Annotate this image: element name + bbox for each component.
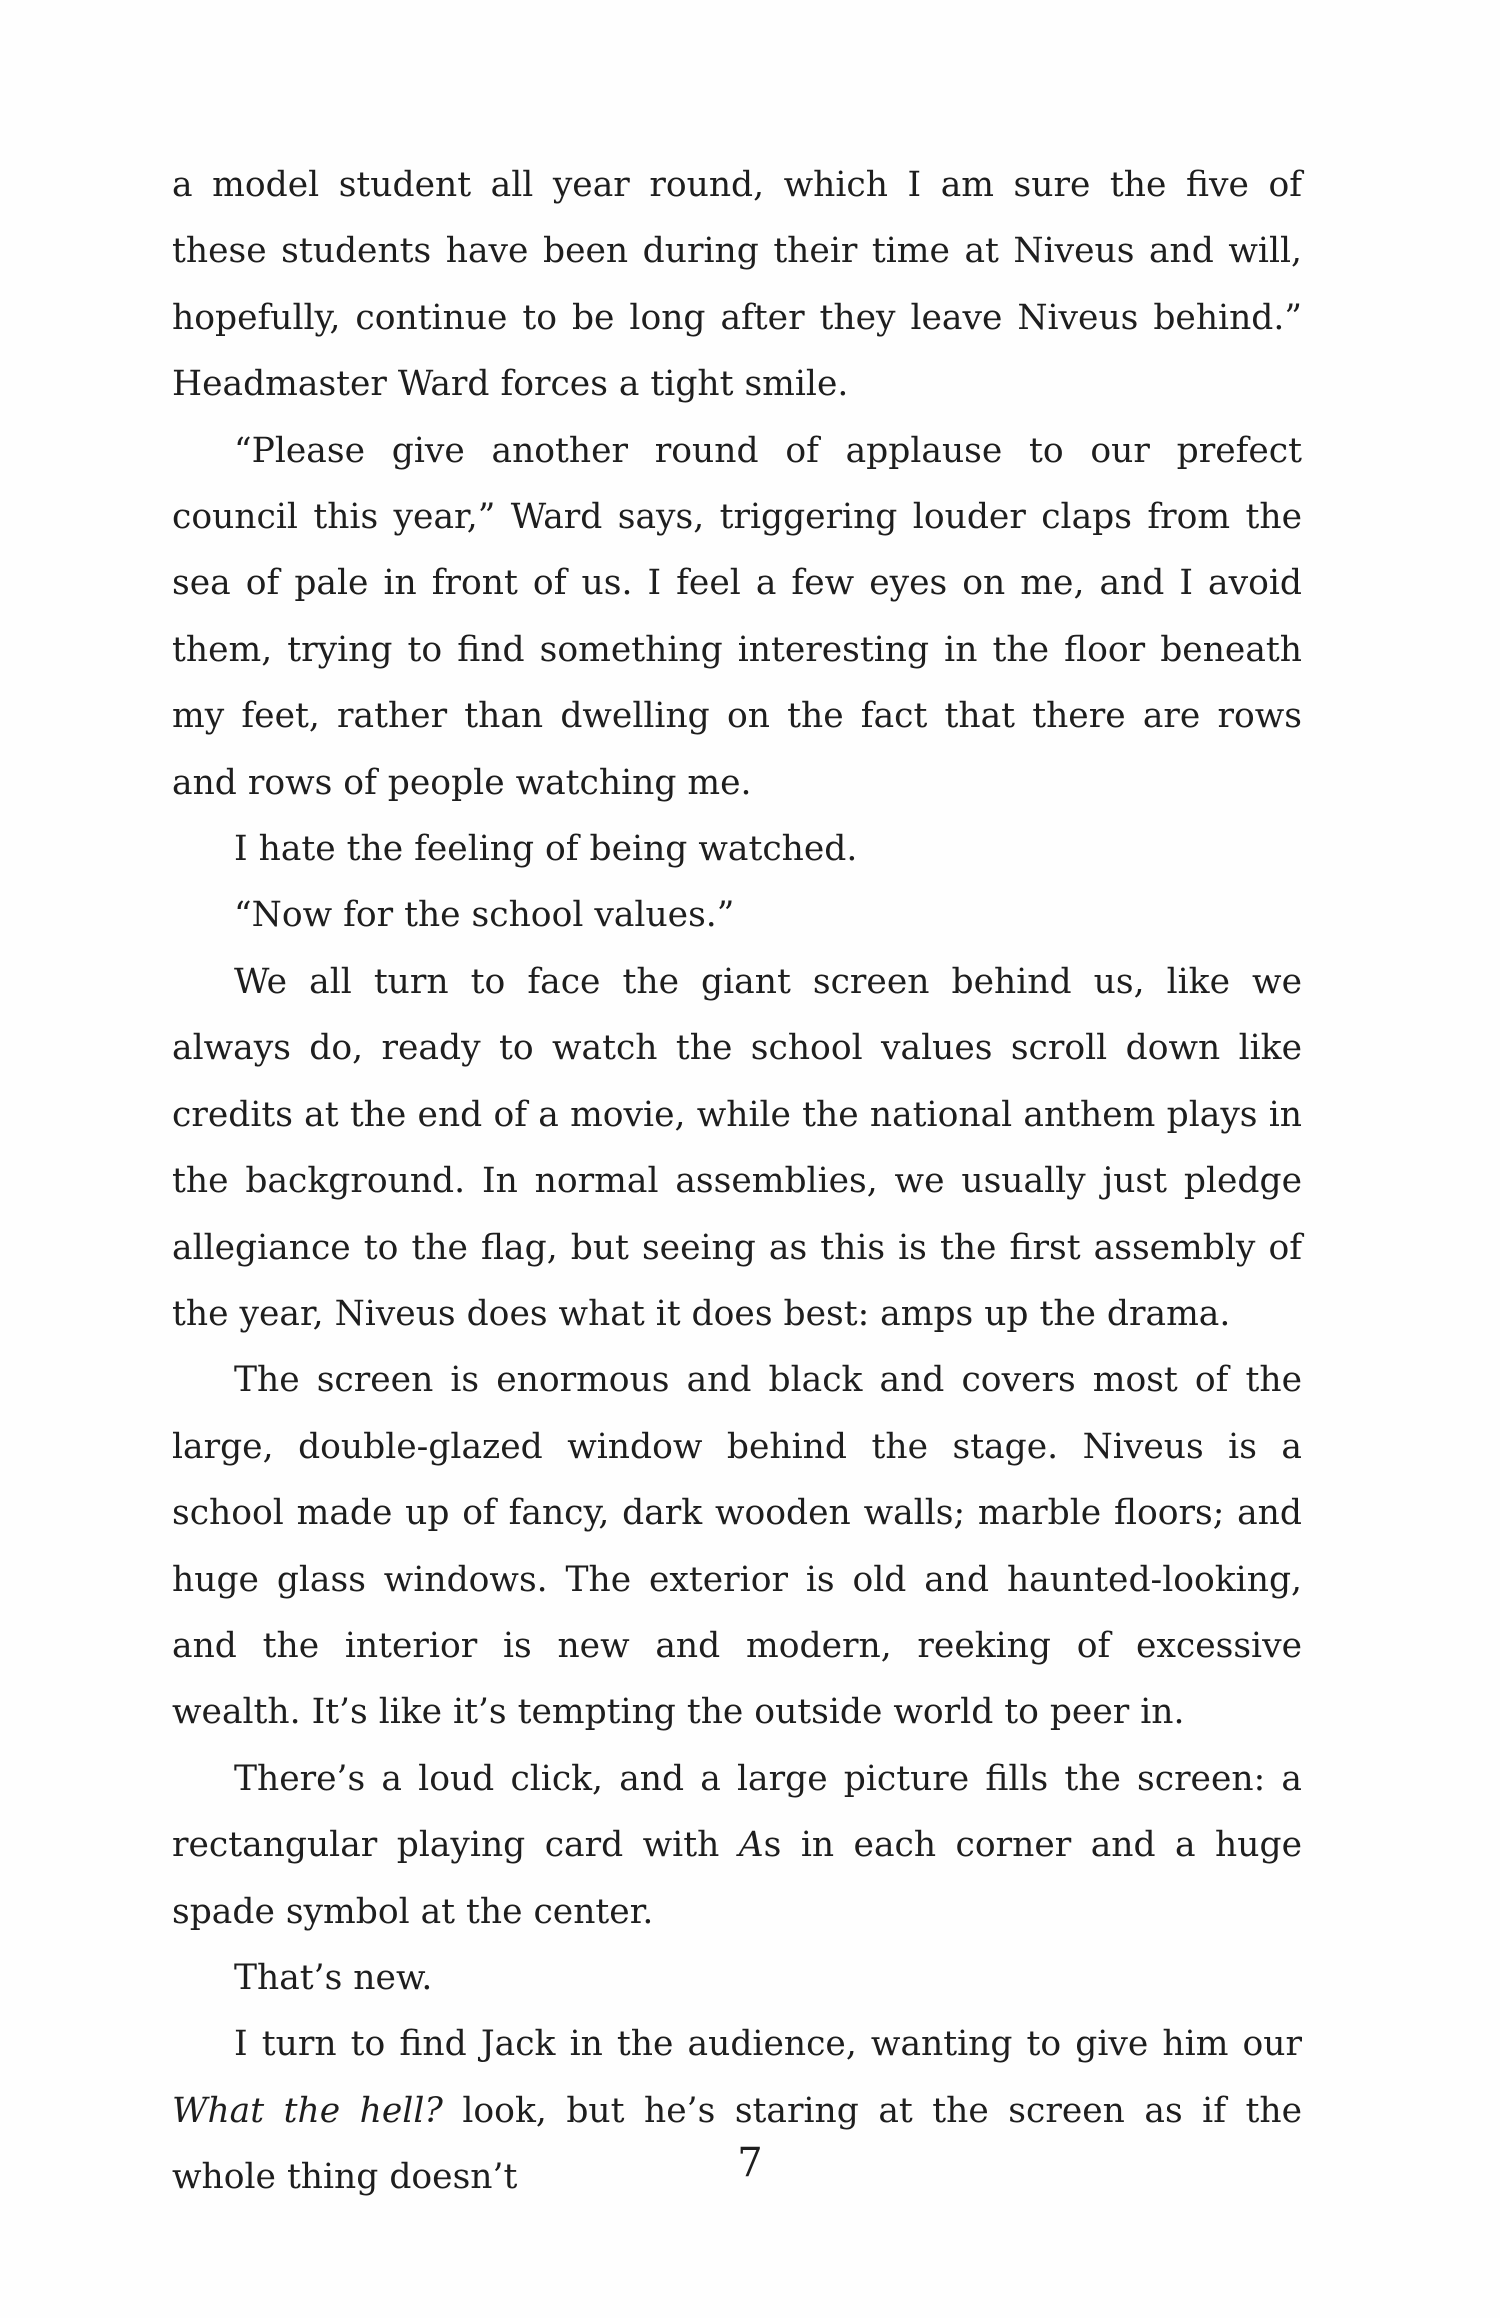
- paragraph-text: I turn to find Jack in the audience, wanting to give him our: [234, 2024, 1302, 2065]
- paragraph: We all turn to face the giant screen behind us, like we always do, ready to watch the school values scroll down like credits at the end of a movie, while the national anthem plays in the background. In normal assemblies, we usually just pledge allegiance to the flag, but seeing as this is the first assembly of the year, Niveus does what it does best: amps up the drama.: [172, 961, 1302, 1334]
- paragraph-text: look, but he’s staring at the screen as if the whole thing doesn’t: [172, 2090, 1303, 2198]
- paragraph-text: There’s a loud click, and a large picture fills the screen: a rectangular playing card with: [172, 1758, 1302, 1866]
- italic-text: What the hell?: [172, 2090, 443, 2131]
- italic-text: A: [738, 1825, 764, 1866]
- paragraph: [172, 1746, 1302, 1945]
- paragraph: “Now for the school values.”: [234, 895, 735, 936]
- paragraph-text: s in each corner and a huge spade symbol at the center.: [172, 1825, 1302, 1932]
- paragraph: a model student all year round, which I am sure the five of these students have been during their time at Niveus and will, hopefully, continue to be long after they leave Niveus behind.” Headmaster Ward forces a tight smile.: [172, 165, 1302, 405]
- paragraph: That’s new.: [234, 1957, 433, 1998]
- body-text: [172, 152, 1302, 2211]
- paragraph: The screen is enormous and black and covers most of the large, double-glazed window behind the stage. Niveus is a school made up of fancy, dark wooden walls; marble floors; and huge glass windows. The exterior is old and haunted-looking, and the interior is new and modern, reeking of excessive wealth. It’s like it’s tempting the outside world to peer in.: [172, 1360, 1302, 1733]
- paragraph: I hate the feeling of being watched.: [234, 829, 858, 870]
- paragraph: “Please give another round of applause to our prefect council this year,” Ward says, triggering louder claps from the sea of pale in front of us. I feel a few eyes on me, and I avoid them, trying to find something interesting in the floor beneath my feet, rather than dwelling on the fact that there are rows and rows of people watching me.: [172, 430, 1302, 803]
- page-number: 7: [737, 2140, 763, 2186]
